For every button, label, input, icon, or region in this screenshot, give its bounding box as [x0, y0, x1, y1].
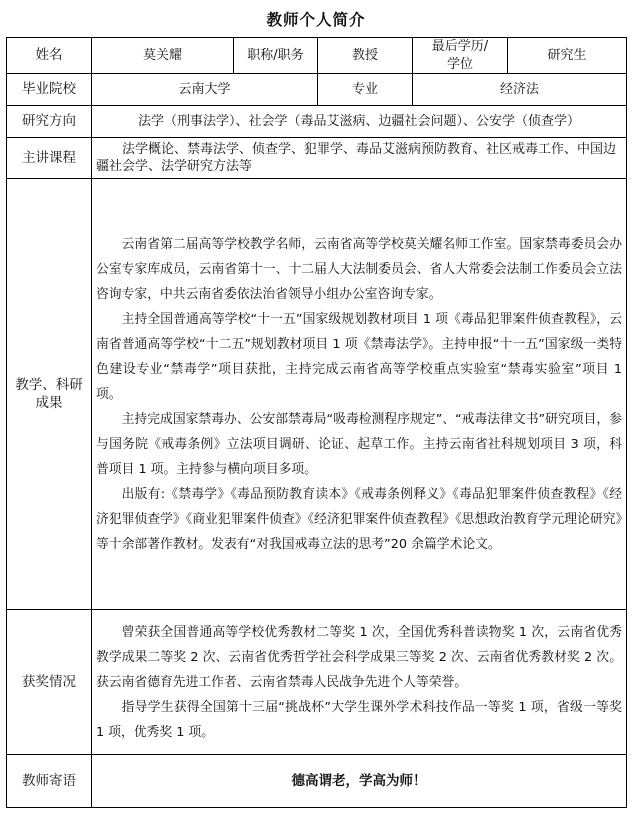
degree-label [413, 38, 508, 74]
degree-label-line2: 学位 [446, 56, 473, 72]
major-label: 专业 [318, 74, 413, 106]
award-paragraph: 指导学生获得全国第十三届“挑战杯”大学生课外学术科技作品一等奖 1 项，省级一等奖 1 项，优秀奖 1 项。 [96, 699, 622, 740]
position-label: 职称/职务 [234, 38, 318, 74]
achievement-paragraph: 云南省第二届高等学校教学名师，云南省高等学校莫关耀名师工作室。国家禁毒委员会办公室专家库成员，云南省第十一、十二届人大法制委员会、省人大常委会法制工作委员会立法咨询专家，中共云南省委依法治省领导小组办公室咨询专家。 [96, 236, 622, 302]
achievement-paragraph: 主持完成国家禁毒办、公安部禁毒局“吸毒检测程序规定”、“戒毒法律文书”研究项目，参与国务院《戒毒条例》立法项目调研、论证、起草工作。主持云南省社科规划项目 3 项，科普项目 1 项。主持参与横向项目多项。 [96, 411, 622, 477]
school-label: 毕业院校 [7, 74, 92, 106]
profile-table [6, 37, 627, 808]
message-row [7, 755, 627, 808]
degree-label-line1: 最后学历/ [431, 39, 489, 54]
school-row [7, 74, 627, 106]
message-label: 教师寄语 [7, 755, 92, 808]
courses-row [7, 138, 627, 179]
message-value: 德高谓老，学高为师！ [92, 755, 627, 808]
award-paragraph: 曾荣获全国普通高等学校优秀教材二等奖 1 次，全国优秀科普读物奖 1 次，云南省优秀教学成果二等奖 2 次、云南省优秀哲学社会科学成果三等奖 2 次、云南省优秀教材奖 2 次。获云南省德育先进工作者、云南省禁毒人民战争先进个人等荣誉。 [96, 624, 622, 690]
name-label: 姓名 [7, 38, 92, 74]
school-value: 云南大学 [92, 74, 318, 106]
achievements-label [7, 179, 92, 610]
achievement-paragraph: 出版有:《禁毒学》《毒品预防教育读本》《戒毒条例释义》《毒品犯罪案件侦查教程》《经济犯罪侦查学》《商业犯罪案件侦查》《经济犯罪案件侦查教程》《思想政治教育学元理论研究》等十余部著作教材。发表有“对我国戒毒立法的思考”20 余篇学术论文。 [96, 486, 622, 552]
courses-value: 法学概论、禁毒法学、侦查学、犯罪学、毒品艾滋病预防教育、社区戒毒工作、中国边疆社会学、法学研究方法等 [92, 138, 627, 179]
achievements-content [92, 179, 627, 610]
basic-info-row [7, 38, 627, 74]
awards-content [92, 610, 627, 755]
awards-row [7, 610, 627, 755]
research-value: 法学（刑事法学）、社会学（毒品艾滋病、边疆社会问题）、公安学（侦查学） [92, 106, 627, 138]
achievements-row [7, 179, 627, 610]
achievements-label-line1: 教学、科研 [15, 376, 83, 393]
awards-label: 获奖情况 [7, 610, 92, 755]
research-label: 研究方向 [7, 106, 92, 138]
degree-value: 研究生 [508, 38, 627, 74]
name-value: 莫关耀 [92, 38, 234, 74]
research-row [7, 106, 627, 138]
page-title: 教师个人简介 [266, 11, 366, 29]
achievement-paragraph: 主持全国普通高等学校“十一五”国家级规划教材项目 1 项《毒品犯罪案件侦查教程》，云南省普通高等学校“十二五”规划教材项目 1 项《禁毒法学》。主持申报“十一五”国家级一类特色建设专业“禁毒学”项目获批，主持完成云南省高等学校重点实验室“禁毒实验室”项目 1 项。 [96, 311, 622, 402]
major-value: 经济法 [413, 74, 627, 106]
courses-label: 主讲课程 [7, 138, 92, 179]
achievements-label-line2: 成果 [35, 395, 63, 412]
position-value: 教授 [318, 38, 413, 74]
